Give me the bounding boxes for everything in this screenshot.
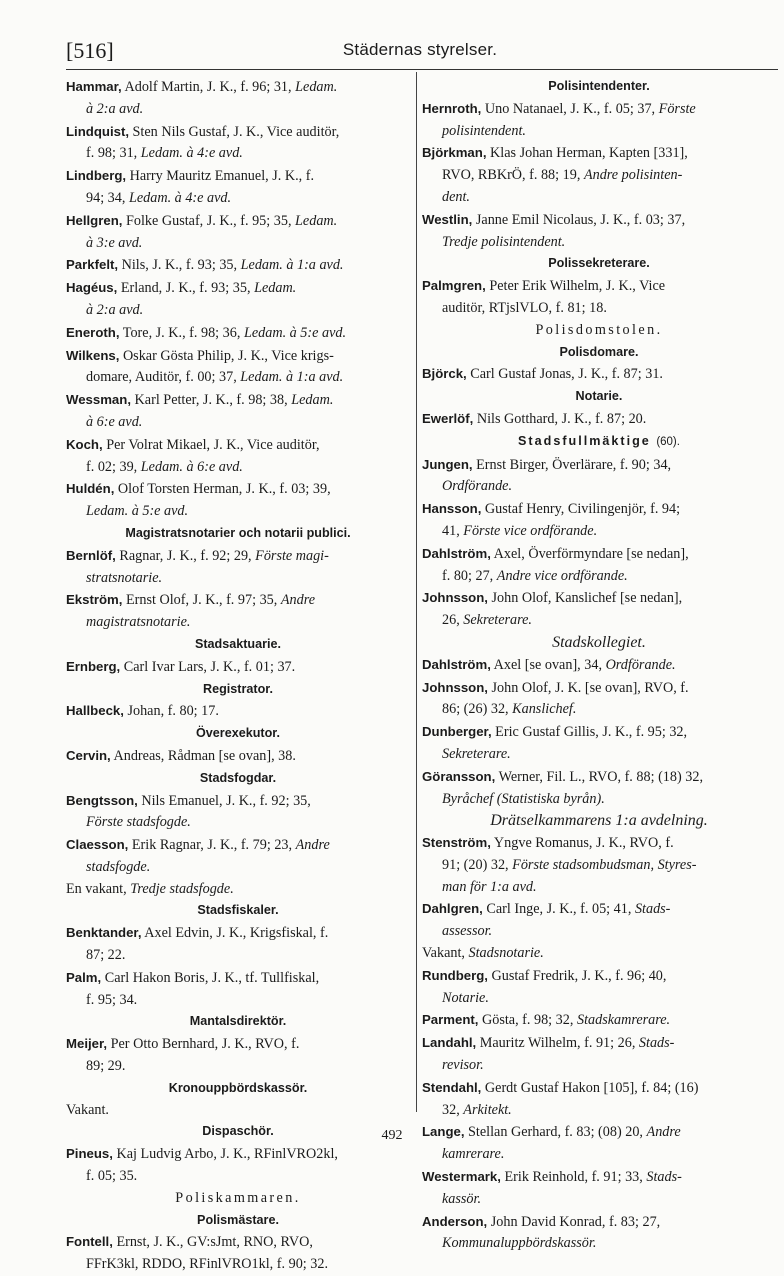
person-details: Stellan Gerhard, f. 83; (08) 20, [468,1124,643,1141]
entry-continuation [422,921,776,943]
person-surname: Johnsson, [422,679,488,695]
person-entry [66,700,410,723]
person-details: Axel, Överförmyndare [se nedan], [493,545,689,562]
person-surname: Palm, [66,969,102,985]
person-details: Carl Ivar Lars, J. K., f. 01; 37. [123,658,296,675]
entry-continuation [422,1144,776,1166]
entry-continuation [422,1055,776,1077]
section-heading: Överexekutor. [195,726,280,741]
section-heading: Stadsfogdar. [199,770,277,785]
person-role: Stadsnotarie. [468,945,544,962]
person-surname: Meijer, [66,1036,108,1052]
person-entry [66,545,410,590]
person-details: Gustaf Fredrik, J. K., f. 96; 40, [491,967,667,984]
person-role: Ledam. à 1:a avd. [240,257,344,274]
person-surname: Rundberg, [422,967,488,983]
person-role: Sekreterare. [442,745,511,762]
person-surname: Bengtsson, [66,792,138,808]
entry-continuation [66,501,410,523]
person-role: Förste vice ordförande. [463,522,598,539]
entry-continuation [422,165,776,187]
person-surname: Palmgren, [422,278,486,294]
person-entry [66,165,410,210]
person-role: Arkitekt. [463,1101,512,1118]
person-details: John David Konrad, f. 83; 27, [490,1213,661,1230]
section-title: Drätselkammarens 1:a avdelning. [490,812,708,830]
entry-continuation [66,1166,410,1188]
person-role: Ledam. [295,79,338,95]
section-heading: Polisintendenter. [548,79,650,93]
vacancy-entry [422,943,776,965]
person-details: 89; 29. [86,1058,126,1075]
person-surname: Lindberg, [66,168,127,184]
person-entry [422,766,776,811]
person-details: Erik Reinhold, f. 91; 33, [504,1169,643,1186]
person-entry [422,654,776,677]
person-details: domare, Auditör, f. 00; 37, [86,369,237,386]
person-role: Tredje polisintendent. [442,233,566,250]
person-details: Nils Gotthard, J. K., f. 87; 20. [476,410,647,427]
entry-continuation [66,367,410,389]
person-entry [66,254,410,277]
section-note: (60). [656,435,680,448]
person-entry [422,677,776,722]
person-details: auditör, RTjslVLO, f. 81; 18. [442,299,607,316]
footer-page-number: 492 [381,1128,403,1143]
person-role: man för 1:a avd. [442,878,537,895]
left-column [66,76,410,1276]
person-entry [66,1033,410,1078]
person-details: Folke Gustaf, J. K., f. 95; 35, [125,212,292,229]
person-surname: Hellgren, [66,212,123,228]
person-details: Vakant, [422,945,465,962]
person-role: Förste stadsfogde. [86,814,191,831]
person-surname: Hansson, [422,501,482,517]
section-title: Stadskollegiet. [552,633,646,651]
section-heading: Stadsaktuarie. [194,636,282,651]
person-details: John Olof, Kanslichef [se nedan], [491,590,683,607]
person-entry [422,454,776,499]
person-details: Janne Emil Nicolaus, J. K., f. 03; 37, [475,211,686,228]
person-entry [422,408,776,431]
person-role: assessor. [442,923,493,940]
section-heading: Polismästare. [197,1212,279,1227]
person-details: En vakant, [66,880,127,897]
header-rule [66,69,778,70]
entry-continuation [66,1254,410,1276]
section-heading: Magistratsnotarier och notarii publici. [125,525,351,540]
entry-continuation [66,457,410,479]
person-details: f. 80; 27, [442,567,494,584]
person-role: Stads- [646,1169,682,1186]
entry-continuation [66,143,410,165]
entry-continuation [422,1100,776,1122]
person-details: Ernst, J. K., GV:sJmt, RNO, RVO, [116,1234,313,1251]
person-details: 32, [442,1101,460,1118]
person-details: 91; (20) 32, [442,856,509,873]
person-role: revisor. [442,1057,484,1074]
person-details: f. 05; 35. [86,1168,138,1185]
column-divider [416,72,417,1112]
entry-continuation [422,121,776,143]
person-surname: Wilkens, [66,347,120,363]
person-role: à 2:a avd. [86,100,144,117]
person-surname: Stenström, [422,835,491,851]
person-surname: Westermark, [422,1169,501,1185]
person-surname: Björkman, [422,145,487,161]
person-entry [66,210,410,255]
person-details: Karl Petter, J. K., f. 98; 38, [134,392,288,409]
entry-continuation [66,1056,410,1078]
entry-continuation [422,1233,776,1255]
person-entry [422,498,776,543]
person-details: Olof Torsten Herman, J. K., f. 03; 39, [117,481,331,498]
section-heading: Registrator. [203,681,273,696]
entry-continuation [422,521,776,543]
person-role: Tredje stadsfogde. [130,880,234,897]
person-details: Axel Edvin, J. K., Krigsfiskal, f. [144,925,329,942]
person-role: Förste stadsombudsman, Styres- [512,856,697,873]
person-role: Andre vice ordförande. [496,567,628,584]
person-surname: Hammar, [66,79,122,94]
person-details: Kaj Ludvig Arbo, J. K., RFinlVRO2kl, [116,1146,338,1163]
person-entry [66,478,410,523]
section-title: Polisdomstolen. [535,321,663,338]
entry-continuation [422,232,776,254]
person-surname: Parment, [422,1012,479,1028]
person-entry [422,543,776,588]
person-details: 94; 34, [86,189,126,206]
entry-continuation [66,612,410,634]
person-role: Ledam. à 1:a avd. [240,369,344,386]
person-role: Notarie. [442,989,489,1006]
person-details: 26, [442,612,460,629]
person-role: kamrerare. [442,1146,505,1163]
person-surname: Eneroth, [66,324,120,340]
person-details: Ernst Olof, J. K., f. 97; 35, [125,592,278,609]
person-role: Ledam. [291,392,334,409]
entry-continuation [422,187,776,209]
person-entry [422,832,776,898]
person-surname: Fontell, [66,1234,113,1250]
person-surname: Ernberg, [66,658,121,674]
person-role: Andre [295,837,330,854]
person-surname: Hernroth, [422,100,482,116]
entry-continuation [66,99,410,121]
entry-continuation [422,699,776,721]
person-surname: Anderson, [422,1213,488,1229]
entry-continuation [66,412,410,434]
person-details: Erland, J. K., f. 93; 35, [120,280,251,297]
entry-continuation [422,610,776,632]
person-role: Ledam. à 6:e avd. [140,458,243,475]
page-number: [516] [66,38,114,63]
person-entry [66,656,410,679]
person-role: Stadskamrerare. [576,1012,671,1029]
person-details: f. 02; 39, [86,458,138,475]
person-entry [422,1211,776,1256]
person-role: Ledam. [295,212,338,229]
person-entry [66,389,410,434]
person-surname: Westlin, [422,211,473,227]
person-entry [422,1032,776,1077]
person-surname: Dunberger, [422,724,492,740]
person-details: Erik Ragnar, J. K., f. 79; 23, [131,837,293,854]
person-details: Ernst Birger, Överlärare, f. 90; 34, [476,456,672,473]
entry-continuation [422,988,776,1010]
person-role: Stads- [634,901,671,918]
entry-continuation [422,744,776,766]
person-details: Mauritz Wilhelm, f. 91; 26, [479,1035,636,1052]
person-details: Gustaf Henry, Civilingenjör, f. 94; [484,501,681,518]
person-role: Byråchef [442,790,494,807]
person-entry [422,1166,776,1211]
person-role: Ledam. à 4:e avd. [140,145,243,162]
person-details: FFrK3kl, RDDO, RFinlVRO1kl, f. 90; 32. [86,1256,329,1273]
page-title: Städernas styrelser. [342,40,498,59]
person-role: Ledam. à 4:e avd. [128,189,232,206]
person-details: John Olof, J. K. [se ovan], RVO, f. [491,679,689,696]
person-entry [66,1231,410,1276]
person-role: Andre [646,1124,681,1141]
entry-continuation [66,188,410,210]
person-role: Ledam. [254,280,297,297]
person-entry [66,790,410,835]
person-surname: Lindquist, [66,123,129,139]
person-entry [422,587,776,632]
person-entry [422,1009,776,1032]
person-role: Andre polisinten- [583,167,683,184]
person-details: Peter Erik Wilhelm, J. K., Vice [489,278,666,295]
person-details: Nils, J. K., f. 93; 35, [121,257,238,274]
person-details: Carl Hakon Boris, J. K., tf. Tullfiskal, [104,969,320,986]
person-entry [422,1077,776,1122]
person-role: à 6:e avd. [86,413,143,430]
entry-continuation [66,857,410,879]
person-entry [66,345,410,390]
person-role: Sekreterare. [463,612,532,629]
person-surname: Benktander, [66,925,142,941]
person-surname: Ekström, [66,592,123,608]
person-details: Tore, J. K., f. 98; 36, [122,324,241,341]
person-entry [66,589,410,634]
section-title-text: Stadsfullmäktige [518,433,651,448]
person-details: Eric Gustaf Gillis, J. K., f. 95; 32, [495,724,688,741]
entry-continuation [422,476,776,498]
person-surname: Lange, [422,1124,465,1140]
person-role: (Statistiska byrån). [496,790,605,807]
person-details: Oskar Gösta Philip, J. K., Vice krigs- [122,347,334,364]
person-entry [422,721,776,766]
person-surname: Pineus, [66,1146,113,1162]
person-role: dent. [442,188,470,205]
person-entry [66,745,410,768]
section-heading: Polisdomare. [559,344,639,359]
person-details: Gerdt Gustaf Hakon [105], f. 84; (16) [484,1079,699,1096]
person-details: Nils Emanuel, J. K., f. 92; 35, [141,792,311,809]
person-entry [422,98,776,143]
person-details: Ragnar, J. K., f. 92; 29, [119,547,252,564]
page-header [66,36,774,66]
entry-continuation [422,298,776,320]
person-role: Förste magi- [255,547,329,564]
entry-continuation [422,566,776,588]
person-details: f. 95; 34. [86,991,138,1008]
person-details: Carl Inge, J. K., f. 05; 41, [486,901,632,918]
section-heading: Notarie. [575,389,623,404]
person-entry [66,322,410,345]
person-surname: Hallbeck, [66,703,124,719]
person-surname: Dahlgren, [422,901,483,917]
person-surname: Huldén, [66,481,115,497]
person-details: Axel [se ovan], 34, [493,656,603,673]
person-role: Ledam. à 5:e avd. [243,324,347,341]
section-title [422,431,776,454]
person-role: Kommunaluppbördskassör. [442,1235,597,1252]
person-surname: Hagéus, [66,280,118,296]
person-surname: Wessman, [66,392,131,408]
entry-continuation [422,789,776,811]
entry-continuation [422,855,776,877]
person-entry [422,275,776,320]
person-role: stratsnotarie. [86,569,163,586]
person-entry [422,965,776,1010]
person-entry [66,922,410,967]
person-role: Stads- [638,1035,675,1052]
person-details: Sten Nils Gustaf, J. K., Vice auditör, [132,123,340,140]
person-details: Carl Gustaf Jonas, J. K., f. 87; 31. [470,366,663,383]
person-entry [66,76,410,121]
person-details: Harry Mauritz Emanuel, J. K., f. [129,168,315,185]
person-details: Johan, f. 80; 17. [127,703,219,720]
person-details: Per Volrat Mikael, J. K., Vice auditör, [106,436,320,453]
person-details: Klas Johan Herman, Kapten [331], [490,145,688,162]
person-role: magistratsnotarie. [86,614,191,631]
entry-continuation [66,233,410,255]
person-role: Ledam. à 5:e avd. [86,503,189,520]
section-heading: Stadsfiskaler. [197,903,279,918]
person-details: 87; 22. [86,947,126,964]
person-surname: Johnsson, [422,590,488,606]
entry-continuation [66,568,410,590]
entry-continuation [66,812,410,834]
person-role: Förste [658,100,696,117]
right-column [422,76,776,1255]
person-entry [422,209,776,254]
person-details: Vakant. [66,1101,109,1118]
person-details: Werner, Fil. L., RVO, f. 88; (18) 32, [498,768,703,785]
person-details: Adolf Martin, J. K., f. 96; 31, [124,79,292,95]
section-heading: Dispaschör. [202,1124,274,1139]
person-role: à 3:e avd. [86,234,143,251]
person-entry [66,277,410,322]
person-surname: Stendahl, [422,1079,482,1095]
person-details: RVO, RBKrÖ, f. 88; 19, [442,167,581,184]
person-entry [66,121,410,166]
person-surname: Koch, [66,436,103,452]
person-entry [66,1143,410,1188]
person-role: Andre [280,592,316,609]
person-details: Yngve Romanus, J. K., RVO, f. [493,835,674,852]
vacancy-entry [66,879,410,901]
person-surname: Claesson, [66,837,129,853]
entry-continuation [66,945,410,967]
entry-continuation [422,877,776,899]
section-heading: Mantalsdirektör. [189,1014,287,1029]
person-entry [66,967,410,1012]
person-surname: Dahlström, [422,545,491,561]
person-role: à 2:a avd. [86,301,144,318]
section-title: Poliskammaren. [175,1189,301,1206]
person-role: Ordförande. [442,478,513,495]
person-role: Ordförande. [605,656,676,673]
person-role: Kanslichef. [512,701,577,718]
person-surname: Cervin, [66,747,111,763]
vacancy-entry [66,1100,410,1122]
entry-continuation [422,1189,776,1211]
person-details: 41, [442,522,460,539]
person-entry [66,834,410,879]
person-surname: Bernlöf, [66,547,116,563]
person-entry [422,898,776,943]
section-heading: Polissekreterare. [548,256,650,271]
person-surname: Parkfelt, [66,257,119,273]
person-role: kassör. [442,1190,482,1207]
person-role: polisintendent. [442,122,526,139]
person-details: f. 98; 31, [86,145,138,162]
person-entry [66,434,410,479]
person-details: Per Otto Bernhard, J. K., RVO, f. [110,1036,300,1053]
person-role: stadsfogde. [86,858,151,875]
entry-continuation [66,300,410,322]
entry-continuation [66,990,410,1012]
person-entry [422,363,776,386]
person-details: Uno Natanael, J. K., f. 05; 37, [484,100,656,117]
person-surname: Ewerlöf, [422,410,474,426]
person-surname: Göransson, [422,768,496,784]
person-entry [422,142,776,208]
person-details: 86; (26) 32, [442,701,509,718]
person-surname: Dahlström, [422,656,491,672]
person-surname: Landahl, [422,1035,477,1051]
person-surname: Björck, [422,366,467,382]
section-heading: Kronouppbördskassör. [168,1080,308,1095]
person-surname: Jungen, [422,456,473,472]
person-details: Andreas, Rådman [se ovan], 38. [113,747,296,764]
person-details: Gösta, f. 98; 32, [481,1012,574,1029]
